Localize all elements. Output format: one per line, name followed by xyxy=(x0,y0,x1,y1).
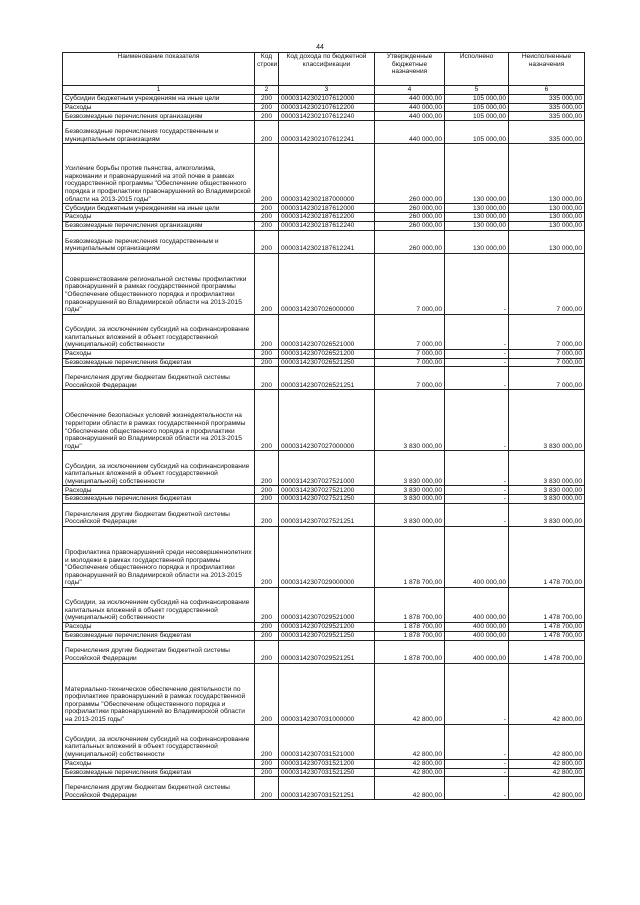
table-row xyxy=(63,777,585,800)
row-approved: 440 000,00 xyxy=(375,94,445,103)
row-approved: 260 000,00 xyxy=(375,221,445,230)
row-code: 200 xyxy=(255,526,279,587)
page-number: 44 xyxy=(316,44,324,51)
row-name: Безвозмездные перечисления организациям xyxy=(63,112,255,121)
column-number: 1 xyxy=(63,86,255,95)
table-row xyxy=(63,314,585,349)
row-code: 200 xyxy=(255,451,279,486)
row-kbk: 00003142307026521200 xyxy=(279,349,375,358)
row-code: 200 xyxy=(255,768,279,777)
row-kbk: 00003142307026521251 xyxy=(279,367,375,390)
row-kbk: 00003142307027000000 xyxy=(279,390,375,451)
row-unexecuted: 7 000,00 xyxy=(509,358,585,367)
row-code: 200 xyxy=(255,358,279,367)
row-kbk: 00003142307029521250 xyxy=(279,631,375,640)
table-row xyxy=(63,724,585,759)
row-name: Субсидии бюджетным учреждениям на иные цели xyxy=(63,204,255,213)
table-body xyxy=(63,94,585,800)
row-approved: 3 830 000,00 xyxy=(375,495,445,504)
row-code: 200 xyxy=(255,622,279,631)
row-name: Перечисления другим бюджетам бюджетной системы Российской Федерации xyxy=(63,503,255,526)
row-executed: 400 000,00 xyxy=(445,640,509,663)
row-unexecuted: 42 800,00 xyxy=(509,663,585,724)
table-row xyxy=(63,204,585,213)
row-approved: 440 000,00 xyxy=(375,112,445,121)
row-kbk: 00003142302187000000 xyxy=(279,144,375,204)
header-executed: Исполнено xyxy=(445,53,509,86)
header-approved: Утвержденные бюджетные назначения xyxy=(375,53,445,86)
column-number-row xyxy=(63,86,585,95)
row-executed: - xyxy=(445,253,509,314)
row-code: 200 xyxy=(255,314,279,349)
table-row xyxy=(63,103,585,112)
table-header-row xyxy=(63,53,585,86)
row-approved: 7 000,00 xyxy=(375,349,445,358)
table-row xyxy=(63,486,585,495)
row-unexecuted: 335 000,00 xyxy=(509,94,585,103)
row-kbk: 00003142302187612200 xyxy=(279,213,375,222)
row-code: 200 xyxy=(255,253,279,314)
row-unexecuted: 3 830 000,00 xyxy=(509,503,585,526)
row-code: 200 xyxy=(255,213,279,222)
row-executed: - xyxy=(445,503,509,526)
row-approved: 260 000,00 xyxy=(375,213,445,222)
row-code: 200 xyxy=(255,777,279,800)
row-name: Перечисления другим бюджетам бюджетной системы Российской Федерации xyxy=(63,640,255,663)
row-approved: 42 800,00 xyxy=(375,768,445,777)
row-name: Перечисления другим бюджетам бюджетной системы Российской Федерации xyxy=(63,367,255,390)
row-kbk: 00003142307031000000 xyxy=(279,663,375,724)
row-executed: 400 000,00 xyxy=(445,622,509,631)
row-name: Безвозмездные перечисления бюджетам xyxy=(63,495,255,504)
header-kbk: Код дохода по бюджетной классификации xyxy=(279,53,375,86)
row-approved: 440 000,00 xyxy=(375,103,445,112)
row-kbk: 00003142307029521200 xyxy=(279,622,375,631)
row-executed: 130 000,00 xyxy=(445,204,509,213)
table-row xyxy=(63,390,585,451)
row-code: 200 xyxy=(255,112,279,121)
row-code: 200 xyxy=(255,221,279,230)
row-approved: 1 878 700,00 xyxy=(375,622,445,631)
row-approved: 3 830 000,00 xyxy=(375,390,445,451)
row-unexecuted: 335 000,00 xyxy=(509,112,585,121)
row-name: Расходы xyxy=(63,349,255,358)
column-number: 3 xyxy=(279,86,375,95)
table-row xyxy=(63,230,585,253)
row-approved: 440 000,00 xyxy=(375,121,445,144)
row-kbk: 00003142307031521200 xyxy=(279,759,375,768)
row-code: 200 xyxy=(255,587,279,622)
header-unexecuted: Неисполненные назначения xyxy=(509,53,585,86)
row-executed: - xyxy=(445,390,509,451)
table-row xyxy=(63,94,585,103)
row-kbk: 00003142307031521251 xyxy=(279,777,375,800)
row-code: 200 xyxy=(255,367,279,390)
row-code: 200 xyxy=(255,230,279,253)
row-approved: 7 000,00 xyxy=(375,253,445,314)
row-name: Перечисления другим бюджетам бюджетной системы Российской Федерации xyxy=(63,777,255,800)
row-unexecuted: 7 000,00 xyxy=(509,367,585,390)
row-kbk: 00003142307026521000 xyxy=(279,314,375,349)
row-kbk: 00003142302187612241 xyxy=(279,230,375,253)
column-number: 4 xyxy=(375,86,445,95)
row-name: Субсидии, за исключением субсидий на софинансирование капитальных вложений в объект государственной (муниципальной) собственности xyxy=(63,314,255,349)
table-row xyxy=(63,213,585,222)
table-row xyxy=(63,587,585,622)
row-approved: 7 000,00 xyxy=(375,367,445,390)
row-kbk: 00003142307027521250 xyxy=(279,495,375,504)
table-row xyxy=(63,121,585,144)
row-kbk: 00003142307027521200 xyxy=(279,486,375,495)
row-name: Расходы xyxy=(63,759,255,768)
row-executed: 400 000,00 xyxy=(445,587,509,622)
table-row xyxy=(63,622,585,631)
row-kbk: 00003142302187612240 xyxy=(279,221,375,230)
row-name: Субсидии, за исключением субсидий на софинансирование капитальных вложений в объект государственной (муниципальной) собственности xyxy=(63,451,255,486)
row-name: Расходы xyxy=(63,103,255,112)
row-executed: - xyxy=(445,759,509,768)
table-row xyxy=(63,112,585,121)
row-approved: 42 800,00 xyxy=(375,777,445,800)
row-kbk: 00003142307029521251 xyxy=(279,640,375,663)
row-unexecuted: 42 800,00 xyxy=(509,724,585,759)
row-kbk: 00003142302107612240 xyxy=(279,112,375,121)
row-executed: - xyxy=(445,358,509,367)
row-unexecuted: 335 000,00 xyxy=(509,121,585,144)
row-unexecuted: 1 478 700,00 xyxy=(509,526,585,587)
row-kbk: 00003142307027521251 xyxy=(279,503,375,526)
row-kbk: 00003142307026521250 xyxy=(279,358,375,367)
row-approved: 260 000,00 xyxy=(375,204,445,213)
row-code: 200 xyxy=(255,144,279,204)
row-code: 200 xyxy=(255,94,279,103)
row-approved: 3 830 000,00 xyxy=(375,503,445,526)
row-approved: 260 000,00 xyxy=(375,144,445,204)
table-row xyxy=(63,358,585,367)
row-unexecuted: 1 478 700,00 xyxy=(509,631,585,640)
table-row xyxy=(63,759,585,768)
row-code: 200 xyxy=(255,103,279,112)
row-name: Расходы xyxy=(63,486,255,495)
row-kbk: 00003142307027521000 xyxy=(279,451,375,486)
row-code: 200 xyxy=(255,503,279,526)
row-name: Расходы xyxy=(63,622,255,631)
row-name: Усиление борьбы против пьянства, алкоголизма, наркомании и правонарушений на этой почве в рамках государственной программы "Обеспечение общественного порядка и профилактики правонарушений во Владимирской области на 2013-2015 годы" xyxy=(63,144,255,204)
row-executed: 130 000,00 xyxy=(445,230,509,253)
row-unexecuted: 130 000,00 xyxy=(509,204,585,213)
row-executed: 400 000,00 xyxy=(445,631,509,640)
row-executed: 105 000,00 xyxy=(445,121,509,144)
row-unexecuted: 335 000,00 xyxy=(509,103,585,112)
row-name: Совершенствование региональной системы профилактики правонарушений в рамках государственной программы "Обеспечение общественного порядка и профилактики правонарушений во Владимирской области на 2013-2015 годы" xyxy=(63,253,255,314)
row-kbk: 00003142307029521000 xyxy=(279,587,375,622)
row-approved: 7 000,00 xyxy=(375,314,445,349)
row-executed: - xyxy=(445,349,509,358)
row-unexecuted: 7 000,00 xyxy=(509,314,585,349)
table-row xyxy=(63,526,585,587)
row-name: Обеспечение безопасных условий жизнедеятельности на территории области в рамках государственной программы "Обеспечение общественного порядка и профилактики правонарушений во Владимирской области на 2013-2015 годы" xyxy=(63,390,255,451)
row-executed: - xyxy=(445,367,509,390)
row-code: 200 xyxy=(255,724,279,759)
row-kbk: 00003142307029000000 xyxy=(279,526,375,587)
table-row xyxy=(63,495,585,504)
table-row xyxy=(63,349,585,358)
row-name: Безвозмездные перечисления государственным и муниципальным организациям xyxy=(63,121,255,144)
row-code: 200 xyxy=(255,349,279,358)
row-code: 200 xyxy=(255,640,279,663)
table-row xyxy=(63,367,585,390)
row-executed: - xyxy=(445,486,509,495)
header-code: Код строки xyxy=(255,53,279,86)
row-kbk: 00003142302187612000 xyxy=(279,204,375,213)
row-kbk: 00003142307031521000 xyxy=(279,724,375,759)
row-unexecuted: 7 000,00 xyxy=(509,349,585,358)
table-row xyxy=(63,631,585,640)
row-approved: 3 830 000,00 xyxy=(375,451,445,486)
row-name: Материально-техническое обеспечение деятельности по профилактике правонарушений в рамках государственной программы "Обеспечение общественного порядка и профилактики правонарушений во Владимирской области на 2013-2015 годы" xyxy=(63,663,255,724)
row-name: Безвозмездные перечисления бюджетам xyxy=(63,768,255,777)
row-executed: - xyxy=(445,451,509,486)
budget-execution-table xyxy=(62,52,585,800)
row-name: Субсидии, за исключением субсидий на софинансирование капитальных вложений в объект государственной (муниципальной) собственности xyxy=(63,724,255,759)
column-number: 6 xyxy=(509,86,585,95)
row-name: Безвозмездные перечисления организациям xyxy=(63,221,255,230)
row-code: 200 xyxy=(255,121,279,144)
row-unexecuted: 130 000,00 xyxy=(509,213,585,222)
row-approved: 1 878 700,00 xyxy=(375,640,445,663)
row-approved: 260 000,00 xyxy=(375,230,445,253)
row-unexecuted: 42 800,00 xyxy=(509,768,585,777)
table-row xyxy=(63,221,585,230)
row-kbk: 00003142307026000000 xyxy=(279,253,375,314)
row-unexecuted: 3 830 000,00 xyxy=(509,495,585,504)
row-unexecuted: 7 000,00 xyxy=(509,253,585,314)
table-row xyxy=(63,768,585,777)
table-row xyxy=(63,503,585,526)
row-executed: - xyxy=(445,724,509,759)
row-unexecuted: 130 000,00 xyxy=(509,230,585,253)
row-approved: 3 830 000,00 xyxy=(375,486,445,495)
row-approved: 42 800,00 xyxy=(375,759,445,768)
row-name: Безвозмездные перечисления государственным и муниципальным организациям xyxy=(63,230,255,253)
row-approved: 42 800,00 xyxy=(375,724,445,759)
row-name: Профилактика правонарушений среди несовершеннолетних и молодежи в рамках государственной программы "Обеспечение общественного порядка и профилактики правонарушений во Владимирской области на 2013-2015 годы" xyxy=(63,526,255,587)
row-name: Расходы xyxy=(63,213,255,222)
row-executed: - xyxy=(445,768,509,777)
row-name: Безвозмездные перечисления бюджетам xyxy=(63,631,255,640)
row-name: Субсидии бюджетным учреждениям на иные цели xyxy=(63,94,255,103)
row-code: 200 xyxy=(255,486,279,495)
row-executed: 105 000,00 xyxy=(445,94,509,103)
table-row xyxy=(63,663,585,724)
row-unexecuted: 3 830 000,00 xyxy=(509,451,585,486)
row-name: Субсидии, за исключением субсидий на софинансирование капитальных вложений в объект государственной (муниципальной) собственности xyxy=(63,587,255,622)
row-approved: 1 878 700,00 xyxy=(375,587,445,622)
row-code: 200 xyxy=(255,204,279,213)
row-executed: - xyxy=(445,663,509,724)
table-row xyxy=(63,253,585,314)
row-kbk: 00003142302107612000 xyxy=(279,94,375,103)
row-unexecuted: 42 800,00 xyxy=(509,777,585,800)
row-unexecuted: 1 478 700,00 xyxy=(509,640,585,663)
row-executed: - xyxy=(445,495,509,504)
column-number: 2 xyxy=(255,86,279,95)
row-executed: 400 000,00 xyxy=(445,526,509,587)
row-unexecuted: 3 830 000,00 xyxy=(509,390,585,451)
row-executed: 105 000,00 xyxy=(445,103,509,112)
row-unexecuted: 1 478 700,00 xyxy=(509,622,585,631)
row-unexecuted: 42 800,00 xyxy=(509,759,585,768)
row-kbk: 00003142307031521250 xyxy=(279,768,375,777)
table-row xyxy=(63,451,585,486)
row-unexecuted: 130 000,00 xyxy=(509,221,585,230)
row-executed: 130 000,00 xyxy=(445,144,509,204)
row-code: 200 xyxy=(255,631,279,640)
row-code: 200 xyxy=(255,663,279,724)
row-kbk: 00003142302107612200 xyxy=(279,103,375,112)
header-name: Наименование показателя xyxy=(63,53,255,86)
table-row xyxy=(63,144,585,204)
row-approved: 1 878 700,00 xyxy=(375,526,445,587)
row-approved: 42 800,00 xyxy=(375,663,445,724)
row-executed: - xyxy=(445,314,509,349)
row-unexecuted: 130 000,00 xyxy=(509,144,585,204)
row-executed: 130 000,00 xyxy=(445,221,509,230)
row-kbk: 00003142302107612241 xyxy=(279,121,375,144)
row-unexecuted: 1 478 700,00 xyxy=(509,587,585,622)
row-code: 200 xyxy=(255,495,279,504)
table-row xyxy=(63,640,585,663)
row-executed: 105 000,00 xyxy=(445,112,509,121)
row-executed: - xyxy=(445,777,509,800)
row-name: Безвозмездные перечисления бюджетам xyxy=(63,358,255,367)
row-approved: 7 000,00 xyxy=(375,358,445,367)
column-number: 5 xyxy=(445,86,509,95)
row-approved: 1 878 700,00 xyxy=(375,631,445,640)
row-executed: 130 000,00 xyxy=(445,213,509,222)
row-code: 200 xyxy=(255,759,279,768)
row-unexecuted: 3 830 000,00 xyxy=(509,486,585,495)
row-code: 200 xyxy=(255,390,279,451)
